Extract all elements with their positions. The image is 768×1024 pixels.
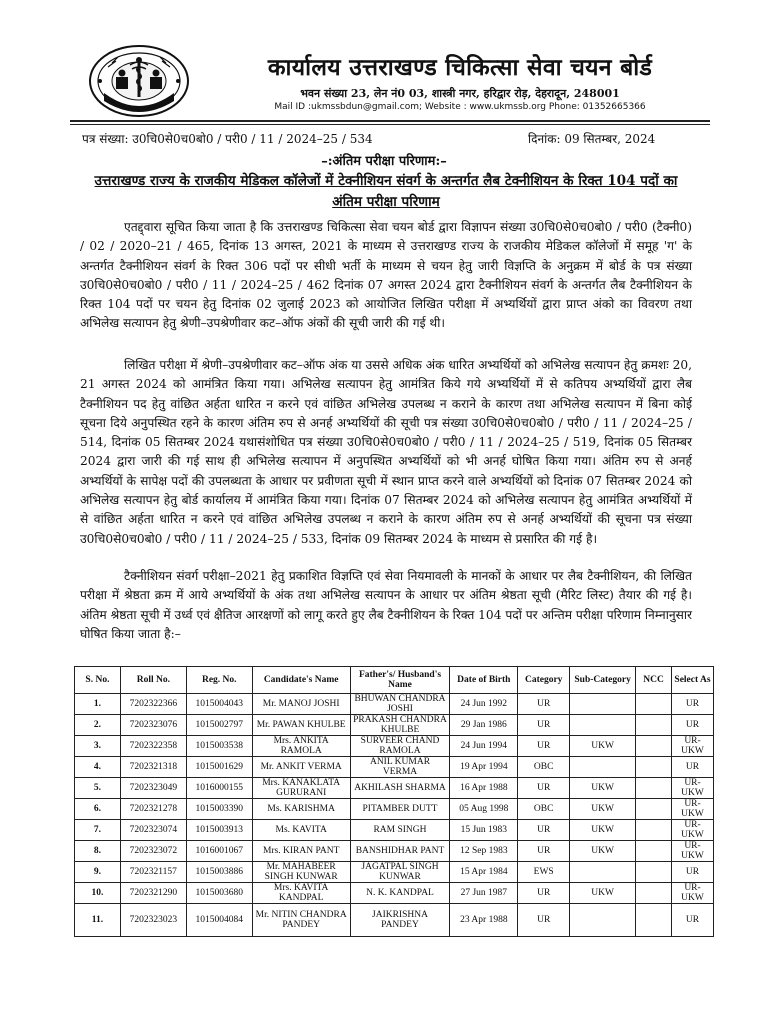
cell-select-as: UR xyxy=(672,862,714,883)
cell-sub-category xyxy=(570,757,636,778)
cell-sub-category: UKW xyxy=(570,778,636,799)
letter-number: पत्र संख्या: उ0चि0से0च0बो0 / परी0 / 11 / 2024–25 / 534 xyxy=(82,132,373,146)
table-row xyxy=(75,841,714,862)
header-divider xyxy=(70,120,710,122)
cell-select-as: UR-UKW xyxy=(672,736,714,757)
table-row xyxy=(75,862,714,883)
cell-category: UR xyxy=(518,715,570,736)
cell-select-as: UR xyxy=(672,757,714,778)
cell-category: UR xyxy=(518,694,570,715)
cell-select-as: UR-UKW xyxy=(672,841,714,862)
cell-dob: 15 Apr 1984 xyxy=(450,862,518,883)
cell-roll-no: 7202323072 xyxy=(120,841,186,862)
cell-select-as: UR-UKW xyxy=(672,820,714,841)
cell-father-name: JAGATPAL SINGH KUNWAR xyxy=(350,862,450,883)
cell-select-as: UR-UKW xyxy=(672,799,714,820)
cell-sno: 8. xyxy=(75,841,121,862)
cell-ncc xyxy=(636,694,672,715)
cell-roll-no: 7202323076 xyxy=(120,715,186,736)
cell-sno: 10. xyxy=(75,883,121,904)
cell-candidate-name: Mr. PAWAN KHULBE xyxy=(252,715,350,736)
cell-candidate-name: Mr. MAHABEER SINGH KUNWAR xyxy=(252,862,350,883)
cell-category: OBC xyxy=(518,799,570,820)
cell-ncc xyxy=(636,904,672,937)
cell-roll-no: 7202323074 xyxy=(120,820,186,841)
cell-reg-no: 1015003886 xyxy=(186,862,252,883)
cell-sub-category xyxy=(570,904,636,937)
cell-dob: 15 Jun 1983 xyxy=(450,820,518,841)
cell-reg-no: 1016000155 xyxy=(186,778,252,799)
cell-sub-category xyxy=(570,862,636,883)
cell-sub-category xyxy=(570,715,636,736)
cell-reg-no: 1015001629 xyxy=(186,757,252,778)
cell-select-as: UR-UKW xyxy=(672,778,714,799)
cell-roll-no: 7202321278 xyxy=(120,799,186,820)
cell-dob: 23 Apr 1988 xyxy=(450,904,518,937)
col-header-sno: S. No. xyxy=(75,667,121,694)
result-table xyxy=(74,666,714,937)
cell-ncc xyxy=(636,799,672,820)
cell-father-name: RAM SINGH xyxy=(350,820,450,841)
col-header-ncc: NCC xyxy=(636,667,672,694)
cell-sub-category: UKW xyxy=(570,883,636,904)
cell-father-name: BANSHIDHAR PANT xyxy=(350,841,450,862)
table-row xyxy=(75,736,714,757)
cell-father-name: SURVEER CHAND RAMOLA xyxy=(350,736,450,757)
cell-candidate-name: Mr. ANKIT VERMA xyxy=(252,757,350,778)
board-emblem-logo xyxy=(88,43,190,119)
body-paragraph-2: लिखित परीक्षा में श्रेणी–उपश्रेणीवार कट–ऑफ अंक या उससे अधिक अंक धारित अभ्यर्थियों को अभिलेख सत्यापन हेतु क्रमशः 20, 21 अगस्त 2024 को आमंत्रित किया गया। अभिलेख सत्यापन हेतु आमंत्रित किये गये अभ्यर्थियों में से कतिपय अभ्यर्थियों द्वारा लैब टैक्नीशियन पद हेतु वांछित अर्हता धारित न करने एवं वांछित अभिलेख उपलब्ध न कराने के कारण तथा अभिलेख सत्यापन में बिना कोई सूचना दिये अनुपस्थित रहने के कारण अंतिम रुप से अनर्ह अभ्यर्थियों की सूची पत्र संख्या उ0चि0से0च0बो0 / परी0 / 11 / 2024–25 / 514, दिनांक 05 सितम्बर 2024 यथासंशोधित पत्र संख्या उ0चि0से0च0बो0 / परी0 / 11 / 2024–25 / 519, दिनांक 05 सितम्बर 2024 द्वारा जारी की गई साथ ही अभिलेख सत्यापन में अनुपस्थित अभ्यर्थियों को भी अनर्ह घोषित किया गया। अंतिम रुप से अनर्ह अभ्यर्थियों के सापेक्ष पदों की उपलब्धता के आधार पर प्रवीणता सूची में स्थान प्राप्त करने वाले अभ्यर्थियों को दिनांक 07 सितम्बर 2024 को अभिलेख सत्यापन हेतु बोर्ड कार्यालय में आमंत्रित किया गया। दिनांक 07 सितम्बर 2024 को अभिलेख सत्यापन हेतु आमंत्रित अभ्यर्थियों में से वांछित अर्हता धारित न करने एवं वांछित अभिलेख उपलब्ध न कराने के कारण अंतिम रुप से अनर्ह अभ्यर्थियों की सूचना पत्र संख्या उ0चि0से0च0बो0 / परी0 / 11 / 2024–25 / 533, दिनांक 09 सितम्बर 2024 के माध्यम से प्रसारित की गई है। xyxy=(80,358,692,546)
org-contact: Mail ID :ukmssbdun@gmail.com; Website : www.ukmssb.org Phone: 01352665366 xyxy=(274,102,646,112)
org-address: भवन संख्या 23, लेन नं0 03, शास्त्री नगर, हरिद्वार रोड़, देहरादून, 248001 xyxy=(300,87,620,100)
cell-reg-no: 1015003390 xyxy=(186,799,252,820)
cell-ncc xyxy=(636,820,672,841)
cell-select-as: UR xyxy=(672,715,714,736)
cell-category: OBC xyxy=(518,757,570,778)
notice-heading: –:अंतिम परीक्षा परिणाम:– xyxy=(321,154,447,169)
col-header-subcategory: Sub-Category xyxy=(570,667,636,694)
cell-dob: 27 Jun 1987 xyxy=(450,883,518,904)
cell-sno: 3. xyxy=(75,736,121,757)
cell-sub-category: UKW xyxy=(570,736,636,757)
cell-dob: 16 Apr 1988 xyxy=(450,778,518,799)
cell-sno: 9. xyxy=(75,862,121,883)
cell-ncc xyxy=(636,736,672,757)
cell-roll-no: 7202321318 xyxy=(120,757,186,778)
cell-candidate-name: Mrs. KANAKLATA GURURANI xyxy=(252,778,350,799)
cell-sub-category: UKW xyxy=(570,799,636,820)
cell-ncc xyxy=(636,778,672,799)
cell-reg-no: 1015004084 xyxy=(186,904,252,937)
cell-roll-no: 7202322366 xyxy=(120,694,186,715)
cell-sub-category xyxy=(570,694,636,715)
cell-roll-no: 7202322358 xyxy=(120,736,186,757)
table-row xyxy=(75,778,714,799)
cell-category: UR xyxy=(518,883,570,904)
table-row xyxy=(75,715,714,736)
col-header-dob: Date of Birth xyxy=(450,667,518,694)
cell-reg-no: 1016001067 xyxy=(186,841,252,862)
cell-reg-no: 1015004043 xyxy=(186,694,252,715)
cell-ncc xyxy=(636,715,672,736)
cell-candidate-name: Mrs. KAVITA KANDPAL xyxy=(252,883,350,904)
result-table-body xyxy=(75,694,714,937)
cell-roll-no: 7202321290 xyxy=(120,883,186,904)
cell-father-name: JAIKRISHNA PANDEY xyxy=(350,904,450,937)
table-row xyxy=(75,820,714,841)
cell-father-name: PRAKASH CHANDRA KHULBE xyxy=(350,715,450,736)
cell-category: EWS xyxy=(518,862,570,883)
cell-sno: 6. xyxy=(75,799,121,820)
table-row xyxy=(75,883,714,904)
header-divider-thin xyxy=(70,124,710,125)
cell-father-name: BHUWAN CHANDRA JOSHI xyxy=(350,694,450,715)
cell-dob: 29 Jan 1986 xyxy=(450,715,518,736)
body-paragraph-3: टैक्नीशियन संवर्ग परीक्षा–2021 हेतु प्रकाशित विज्ञप्ति एवं सेवा नियमावली के मानकों के आधार पर लैब टैक्नीशियन, की लिखित परीक्षा में श्रेष्ठता क्रम में आये अभ्यर्थियों के अंक तथा अभिलेख सत्यापन के आधार पर अंतिम श्रेष्ठता सूची (मैरिट लिस्ट) तैयार की गई है। अंतिम श्रेष्ठता सूची में उर्ध्व एवं क्षैतिज आरक्षणों को लागू करते हुए लैब टैक्नीशियन के रिक्त 104 पदों पर अन्तिम परीक्षा परिणाम निम्नानुसार घोषित किया जाता है:– xyxy=(80,569,692,641)
cell-select-as: UR xyxy=(672,904,714,937)
cell-candidate-name: Mr. NITIN CHANDRA PANDEY xyxy=(252,904,350,937)
cell-sub-category: UKW xyxy=(570,820,636,841)
cell-dob: 12 Sep 1983 xyxy=(450,841,518,862)
cell-ncc xyxy=(636,757,672,778)
cell-ncc xyxy=(636,883,672,904)
cell-category: UR xyxy=(518,841,570,862)
cell-roll-no: 7202321157 xyxy=(120,862,186,883)
table-row xyxy=(75,799,714,820)
letter-date: दिनांक: 09 सितम्बर, 2024 xyxy=(528,132,656,146)
cell-category: UR xyxy=(518,904,570,937)
cell-reg-no: 1015003680 xyxy=(186,883,252,904)
cell-sno: 2. xyxy=(75,715,121,736)
table-row xyxy=(75,904,714,937)
cell-dob: 19 Apr 1994 xyxy=(450,757,518,778)
cell-father-name: N. K. KANDPAL xyxy=(350,883,450,904)
notice-subject: उत्तराखण्ड राज्य के राजकीय मेडिकल कॉलेजों में टेक्नीशियन संवर्ग के अन्तर्गत लैब टेक्नीशियन के रिक्त 104 पदों का अंतिम परीक्षा परिणाम xyxy=(94,173,678,210)
cell-ncc xyxy=(636,841,672,862)
cell-category: UR xyxy=(518,820,570,841)
cell-roll-no: 7202323049 xyxy=(120,778,186,799)
cell-select-as: UR-UKW xyxy=(672,883,714,904)
col-header-roll: Roll No. xyxy=(120,667,186,694)
cell-candidate-name: Mrs. KIRAN PANT xyxy=(252,841,350,862)
cell-sno: 11. xyxy=(75,904,121,937)
cell-select-as: UR xyxy=(672,694,714,715)
col-header-reg: Reg. No. xyxy=(186,667,252,694)
cell-father-name: ANIL KUMAR VERMA xyxy=(350,757,450,778)
cell-sno: 7. xyxy=(75,820,121,841)
org-title: कार्यालय उत्तराखण्ड चिकित्सा सेवा चयन बोर्ड xyxy=(267,54,653,81)
cell-category: UR xyxy=(518,736,570,757)
cell-candidate-name: Ms. KARISHMA xyxy=(252,799,350,820)
cell-dob: 24 Jun 1994 xyxy=(450,736,518,757)
cell-reg-no: 1015002797 xyxy=(186,715,252,736)
cell-sno: 1. xyxy=(75,694,121,715)
cell-sno: 5. xyxy=(75,778,121,799)
cell-ncc xyxy=(636,862,672,883)
cell-candidate-name: Ms. KAVITA xyxy=(252,820,350,841)
table-row xyxy=(75,694,714,715)
table-row xyxy=(75,757,714,778)
cell-category: UR xyxy=(518,778,570,799)
cell-father-name: AKHILASH SHARMA xyxy=(350,778,450,799)
cell-dob: 05 Aug 1998 xyxy=(450,799,518,820)
cell-sub-category: UKW xyxy=(570,841,636,862)
col-header-category: Category xyxy=(518,667,570,694)
cell-reg-no: 1015003913 xyxy=(186,820,252,841)
table-header-row xyxy=(75,667,714,694)
cell-dob: 24 Jun 1992 xyxy=(450,694,518,715)
cell-roll-no: 7202323023 xyxy=(120,904,186,937)
cell-reg-no: 1015003538 xyxy=(186,736,252,757)
cell-candidate-name: Mr. MANOJ JOSHI xyxy=(252,694,350,715)
col-header-name: Candidate's Name xyxy=(252,667,350,694)
cell-sno: 4. xyxy=(75,757,121,778)
col-header-father: Father's/ Husband's Name xyxy=(350,667,450,694)
body-paragraph-1: एतद्द्वारा सूचित किया जाता है कि उत्तराखण्ड चिकित्सा सेवा चयन बोर्ड द्वारा विज्ञापन संख्या उ0चि0से0च0बो0 / परी0 (टैक्नी0) / 02 / 2020–21 / 465, दिनांक 13 अगस्त, 2021 के माध्यम से उत्तराखण्ड राज्य के राजकीय मेडिकल कॉलेजों में समूह 'ग' के अन्तर्गत टैक्नीशियन संवर्ग के रिक्त 306 पदों पर सीधी भर्ती के माध्यम से चयन हेतु जारी विज्ञप्ति के अनुक्रम में बोर्ड के पत्र संख्या उ0चि0से0च0बो0 / परी0 / 11 / 2024–25 / 462 दिनांक 07 अगस्त 2024 द्वारा टैक्नीशियन संवर्ग के अन्तर्गत लैब टैक्नीशियन के रिक्त 104 पदों पर चयन हेतु दिनांक 02 जुलाई 2023 को आयोजित लिखित परीक्षा में अभ्यर्थियों द्वारा प्राप्त अंको का विवरण तथा अभिलेख सत्यापन हेतु श्रेणी–उपश्रेणीवार कट–ऑफ अंकों की सूची जारी की गई थी। xyxy=(80,220,692,331)
cell-candidate-name: Mrs. ANKITA RAMOLA xyxy=(252,736,350,757)
col-header-select-as: Select As xyxy=(672,667,714,694)
cell-father-name: PITAMBER DUTT xyxy=(350,799,450,820)
